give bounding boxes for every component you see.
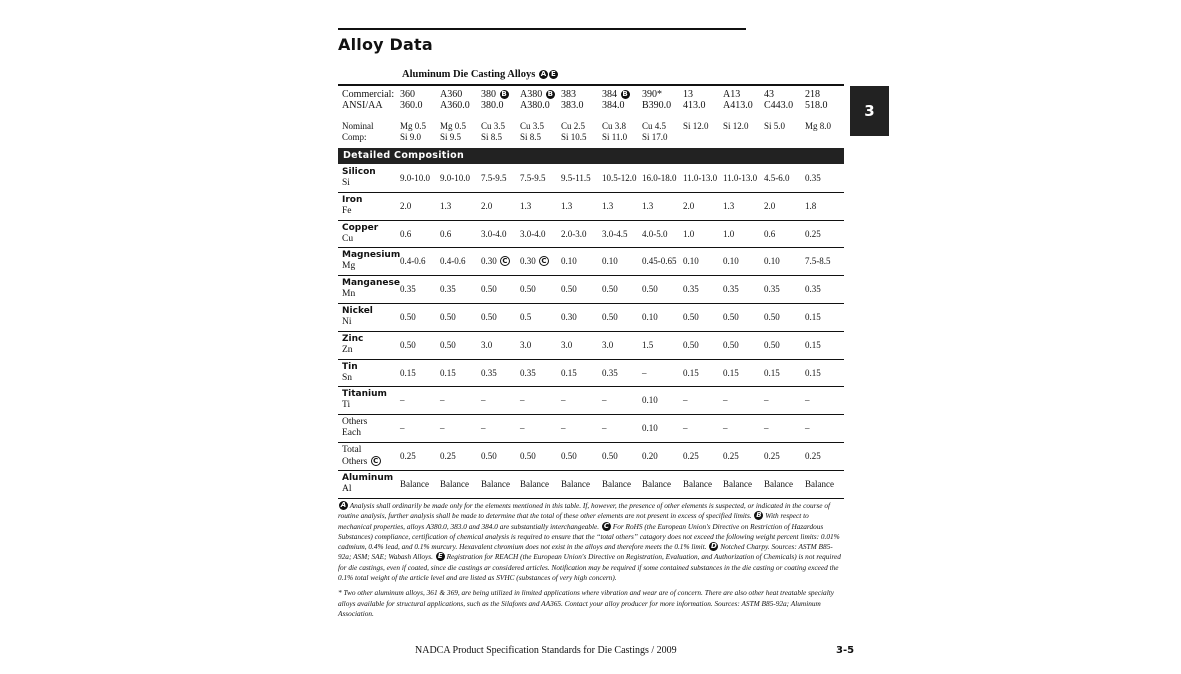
- alloy-column-header: [764, 89, 793, 111]
- footnote-c-icon: C: [603, 521, 609, 530]
- alloy-commercial: 383: [561, 89, 576, 100]
- table-row: [338, 331, 844, 360]
- nominal-line: Cu 3.5: [481, 121, 506, 131]
- alloy-column-header: [561, 89, 584, 111]
- commercial-label: [342, 89, 394, 111]
- element-name: [342, 278, 400, 289]
- element-label: [342, 306, 373, 328]
- element-name-bold: Nickel: [342, 306, 373, 316]
- table-cell: 0.35: [440, 284, 456, 295]
- table-cell: 0.15: [683, 367, 699, 378]
- alloy-nominal: [561, 121, 587, 143]
- table-cell: 10.5-12.0: [602, 173, 637, 183]
- table-cell: 0.35: [683, 284, 699, 295]
- subtitle-text: Aluminum Die Casting Alloys: [402, 69, 536, 80]
- alloy-column-header: [805, 89, 828, 111]
- table-cell: 0.50: [400, 312, 416, 322]
- element-name-bold: Copper: [342, 222, 379, 233]
- element-symbol: Sn: [342, 372, 353, 383]
- footnote-d-icon: D: [710, 542, 717, 551]
- footnote-c-icon: C: [371, 456, 381, 466]
- table-cell: 0.25: [805, 228, 821, 239]
- alloy-column-header: [520, 89, 555, 111]
- table-cell: –: [440, 395, 445, 406]
- table-cell: –: [520, 423, 525, 434]
- table-cell: Balance: [602, 478, 631, 489]
- table-cell: 0.10: [602, 256, 618, 267]
- table-cell: 0.50: [440, 339, 456, 350]
- table-cell: 2.0: [683, 200, 695, 211]
- table-cell: 2.0: [481, 200, 493, 211]
- alloy-column-header: [440, 89, 470, 111]
- table-cell: 0.15: [400, 367, 416, 378]
- element-symbol: Mn: [342, 289, 356, 300]
- table-cell: 0.15: [561, 367, 577, 378]
- header-rule: [338, 84, 844, 86]
- table-cell: 1.0: [683, 228, 695, 239]
- table-cell: 7.5-9.5: [520, 173, 546, 183]
- table-cell: –: [602, 423, 607, 434]
- nominal-line: Mg 0.5: [440, 121, 467, 131]
- element-name-bold: Iron: [342, 194, 363, 205]
- element-name: [342, 250, 400, 261]
- table-cell: 3.0: [561, 339, 573, 350]
- table-cell: 0.50: [520, 284, 536, 295]
- commercial-label-line: ANSI/AA: [342, 100, 383, 111]
- element-symbol: Fe: [342, 205, 352, 216]
- nominal-line: [805, 132, 831, 143]
- alloy-nominal: [400, 121, 426, 143]
- table-cell: 1.3: [520, 200, 532, 211]
- alloy-commercial: 384 B: [602, 89, 628, 100]
- element-symbol: Al: [342, 483, 352, 494]
- table-cell: 0.50: [561, 284, 577, 295]
- table-cell: Balance: [764, 478, 793, 489]
- nominal-line: Si 11.0: [602, 132, 628, 142]
- table-cell: 1.3: [723, 200, 735, 211]
- table-cell: 0.50: [642, 284, 658, 295]
- table-cell: 0.4-0.6: [440, 256, 466, 267]
- element-label: [342, 167, 376, 189]
- element-name: [342, 223, 378, 234]
- table-cell: 0.50: [723, 312, 739, 322]
- nominal-line: Si 12.0: [683, 121, 709, 131]
- table-cell: –: [764, 395, 769, 406]
- table-cell: 1.3: [561, 200, 573, 211]
- element-symbol: Mg: [342, 261, 356, 272]
- nominal-line: Si 10.5: [561, 132, 587, 142]
- table-cell: 0.30 C: [481, 256, 510, 266]
- table-cell: 0.35: [602, 367, 618, 378]
- table-cell: 0.50: [683, 312, 699, 322]
- footnote-c-icon: C: [500, 256, 510, 266]
- table-cell: 0.25: [805, 451, 821, 461]
- top-rule: [338, 28, 746, 30]
- nominal-line: Si 8.5: [481, 132, 503, 142]
- table-cell: 0.6: [400, 228, 412, 239]
- table-cell: 0.10: [642, 423, 658, 434]
- table-cell: Balance: [400, 478, 429, 489]
- table-cell: 0.5: [520, 312, 532, 322]
- alloy-nominal: [481, 121, 505, 143]
- table-cell: –: [561, 423, 566, 434]
- nominal-line: Si 12.0: [723, 121, 749, 131]
- table-cell: –: [683, 395, 688, 406]
- table-cell: 0.15: [723, 367, 739, 378]
- alloy-commercial: 360: [400, 89, 415, 100]
- nominal-line: Mg 0.5: [400, 121, 427, 131]
- alloy-column-header: [683, 89, 706, 111]
- nominal-line: [723, 132, 749, 143]
- table-cell: 0.50: [764, 312, 780, 322]
- table-cell: 0.50: [602, 451, 618, 461]
- table-cell: 16.0-18.0: [642, 173, 677, 183]
- element-label: [342, 389, 387, 411]
- table-cell: 0.50: [602, 312, 618, 322]
- footnote-b-icon: B: [547, 90, 553, 98]
- nominal-line: Si 5.0: [764, 121, 786, 131]
- alloy-ansi: 413.0: [683, 100, 706, 111]
- element-label: [342, 473, 393, 495]
- footnote-b-icon: B: [501, 90, 507, 98]
- table-row: [338, 470, 844, 499]
- table-cell: 0.25: [440, 451, 456, 461]
- section-tab: 3: [850, 86, 889, 136]
- element-symbol: Cu: [342, 233, 354, 244]
- element-name: Others: [342, 417, 368, 428]
- table-subtitle: [402, 69, 558, 80]
- alloy-nominal: [642, 121, 668, 143]
- alloy-ansi: 383.0: [561, 100, 584, 111]
- alloy-ansi: C443.0: [764, 100, 794, 111]
- table-cell: Balance: [440, 478, 469, 489]
- table-cell: –: [400, 423, 405, 434]
- alloy-ansi: A360.0: [440, 100, 470, 111]
- alloy-ansi: A380.0: [520, 100, 550, 111]
- element-name: [342, 389, 387, 400]
- table-cell: 0.35: [805, 173, 821, 183]
- element-label: [342, 223, 378, 245]
- table-cell: 0.30 C: [520, 256, 549, 266]
- table-cell: Balance: [683, 478, 712, 489]
- table-cell: 0.50: [400, 339, 416, 350]
- alloy-ansi: 384.0: [602, 100, 625, 111]
- table-cell: 3.0-4.5: [602, 228, 628, 239]
- table-cell: –: [481, 395, 486, 406]
- alloy-commercial: 380 B: [481, 89, 507, 100]
- element-name-bold: Aluminum: [342, 472, 394, 483]
- table-cell: 0.50: [481, 284, 497, 295]
- table-row: [338, 247, 844, 276]
- table-cell: 0.35: [400, 284, 416, 295]
- element-name-bold: Manganese: [342, 278, 400, 289]
- alloy-nominal: [683, 121, 709, 143]
- table-cell: 0.50: [602, 284, 618, 295]
- table-cell: –: [561, 395, 566, 406]
- alloy-commercial: 390*: [642, 89, 662, 100]
- table-cell: 0.10: [642, 395, 658, 406]
- element-name-bold: Zinc: [342, 333, 364, 344]
- table-cell: 1.0: [723, 228, 735, 239]
- footnote-b-icon: B: [756, 511, 762, 520]
- alloy-commercial: 218: [805, 89, 820, 100]
- nominal-line: Si 8.5: [520, 132, 542, 142]
- table-cell: 0.10: [764, 256, 780, 267]
- table-cell: 1.3: [602, 200, 614, 211]
- table-cell: 0.30: [561, 312, 577, 322]
- table-cell: 0.50: [723, 339, 739, 350]
- nominal-label-line: Comp:: [342, 132, 367, 142]
- nominal-line: Si 17.0: [642, 132, 668, 142]
- table-cell: 9.5-11.5: [561, 173, 591, 183]
- table-cell: 0.50: [764, 339, 780, 350]
- table-row: [338, 414, 844, 443]
- table-cell: Balance: [561, 478, 590, 489]
- table-cell: Balance: [805, 478, 834, 489]
- table-cell: 9.0-10.0: [400, 173, 430, 183]
- alloy-column-header: [723, 89, 753, 111]
- nominal-line: Mg 8.0: [805, 121, 832, 131]
- table-cell: 0.6: [764, 228, 776, 239]
- nominal-line: Si 9.0: [400, 132, 422, 142]
- table-cell: –: [723, 423, 728, 434]
- alloy-ansi: 518.0: [805, 100, 828, 111]
- element-label: [342, 362, 358, 384]
- table-cell: 0.15: [764, 367, 780, 378]
- element-name: Total: [342, 445, 362, 455]
- table-cell: –: [764, 423, 769, 434]
- table-row: [338, 275, 844, 304]
- table-row: [338, 220, 844, 249]
- alloy-nominal: [723, 121, 749, 143]
- table-cell: 4.5-6.0: [764, 173, 790, 183]
- table-cell: 0.25: [723, 451, 739, 461]
- element-name: [342, 306, 373, 317]
- alloy-column-header: [602, 89, 630, 111]
- element-name: [342, 334, 363, 345]
- element-name-bold: Tin: [342, 361, 358, 372]
- table-cell: –: [723, 395, 728, 406]
- alloy-nominal: [520, 121, 544, 143]
- table-cell: 1.8: [805, 200, 817, 211]
- table-cell: Balance: [481, 478, 510, 489]
- alloy-column-header: [481, 89, 509, 111]
- table-cell: 0.10: [561, 256, 577, 267]
- table-cell: 0.25: [764, 451, 780, 461]
- element-name: [342, 473, 393, 484]
- table-cell: 0.35: [481, 367, 497, 378]
- table-cell: 0.10: [723, 256, 739, 267]
- table-cell: 3.0: [520, 339, 532, 350]
- table-cell: 0.50: [683, 339, 699, 350]
- nominal-line: [683, 132, 709, 143]
- alloy-commercial: A360: [440, 89, 463, 100]
- alloy-commercial: 13: [683, 89, 693, 100]
- table-cell: 0.20: [642, 451, 658, 461]
- table-cell: –: [642, 367, 647, 378]
- table-row: [338, 303, 844, 332]
- alloy-column-header: [400, 89, 423, 111]
- element-name-bold: Silicon: [342, 167, 376, 177]
- alloy-nominal: [440, 121, 466, 143]
- table-cell: 0.50: [481, 312, 497, 322]
- table-cell: 11.0-13.0: [723, 173, 758, 183]
- nominal-line: Cu 2.5: [561, 121, 586, 131]
- footnotes: [338, 501, 844, 624]
- nominal-line: Cu 3.8: [602, 121, 627, 131]
- commercial-label-line: Commercial:: [342, 89, 395, 100]
- table-cell: –: [805, 395, 810, 406]
- alloy-column-header: [642, 89, 671, 111]
- table-cell: 0.4-0.6: [400, 256, 426, 267]
- footnote-a-icon: A: [340, 501, 347, 509]
- table-cell: 11.0-13.0: [683, 173, 718, 183]
- alloy-commercial: A13: [723, 89, 741, 100]
- table-cell: 2.0: [764, 200, 776, 211]
- table-cell: 0.10: [642, 312, 658, 322]
- element-name-bold: Titanium: [342, 389, 387, 400]
- table-cell: –: [520, 395, 525, 406]
- table-cell: 0.15: [440, 367, 456, 378]
- table-cell: 1.3: [642, 200, 654, 211]
- table-cell: 2.0: [400, 200, 412, 211]
- table-cell: 3.0: [602, 339, 614, 350]
- table-row: [338, 359, 844, 388]
- element-name: [342, 195, 362, 206]
- table-cell: 1.3: [440, 200, 452, 211]
- table-cell: Balance: [642, 478, 671, 489]
- element-label: [342, 334, 363, 356]
- table-cell: 4.0-5.0: [642, 228, 668, 239]
- footnote-a-icon: A: [540, 70, 547, 78]
- table-cell: 7.5-8.5: [805, 256, 831, 267]
- table-cell: 0.10: [683, 256, 699, 267]
- table-cell: Balance: [723, 478, 752, 489]
- table-cell: –: [805, 423, 810, 434]
- table-cell: Balance: [520, 478, 549, 489]
- table-cell: 9.0-10.0: [440, 173, 470, 183]
- table-cell: 0.35: [764, 284, 780, 295]
- detailed-composition-bar: Detailed Composition: [338, 148, 844, 164]
- table-cell: 0.50: [520, 451, 536, 461]
- table-row: [338, 192, 844, 221]
- element-symbol: Zn: [342, 344, 353, 355]
- element-symbol: Ni: [342, 317, 352, 327]
- table-cell: –: [481, 423, 486, 434]
- alloy-ansi: A413.0: [723, 100, 753, 111]
- page-footer: NADCA Product Specification Standards for Die Castings / 2009: [415, 645, 677, 656]
- element-name-bold: Magnesium: [342, 250, 401, 261]
- table-cell: –: [602, 395, 607, 406]
- alloy-nominal: [602, 121, 627, 143]
- table-cell: 0.25: [683, 451, 699, 461]
- alloy-ansi: 360.0: [400, 100, 423, 111]
- footnote-star: * Two other aluminum alloys, 361 & 369, are being utilized in limited applications where vibration and wear are of concern. There are also other heat treatable specialty alloys available for structural applications, such as the Silafonts and AA365. Contact your alloy producer for more information. Sources: ASTM B85-92a; Aluminum Association.: [338, 588, 834, 618]
- table-cell: 0.35: [805, 284, 821, 295]
- table-cell: 0.35: [723, 284, 739, 295]
- table-cell: 0.45-0.65: [642, 256, 677, 267]
- element-label: [342, 195, 362, 217]
- table-cell: 0.15: [805, 339, 821, 350]
- table-row: [338, 164, 844, 193]
- footnote-main: A Analysis shall ordinarily be made only for the elements mentioned in this table. If, however, the presence of other elements is suspected, or indicated in the course of routine analysis, further analysis shall be made to determine that the total of these other elements are not present in excess of specified limits. B With respect to mechanical properties, alloys A380.0, 383.0 and 384.0 are substantially interchangeable. C For RoHS (the European Union's Directive on Restriction of Hazardous Substances) compliance, certification of chemical analysis is required to ensure that the “total others” catagory does not exceed the following weight percent limits: 0.01% cadmium, 0.4% lead, and 0.1% murcury. Hexavalent chromium does not exist in the alloys and therefore meets the 0.1% limit. D Notched Charpy. Sources: ASTM B85-92a; ASM; SAE; Wabash Alloys. E Registration for REACH (the European Union's Directive on Registration, Evaluation, and Authorization of Chemicals) is not required for die castings, even if coated, since die castings ar considered articles. Notification may be required if some contained substances in the die casting or coating exceed the 0.1% total weight of the article level and are listed as SVHC (substances of very high concern).: [338, 501, 841, 583]
- table-cell: –: [440, 423, 445, 434]
- element-symbol: Ti: [342, 400, 351, 411]
- table-row: [338, 386, 844, 415]
- table-cell: 0.50: [561, 451, 577, 461]
- alloy-ansi: B390.0: [642, 100, 672, 111]
- table-cell: 3.0-4.0: [481, 228, 507, 239]
- table-cell: 1.5: [642, 339, 654, 350]
- nominal-label-line: Nominal: [342, 121, 374, 131]
- nominal-label: [342, 121, 374, 143]
- table-cell: 2.0-3.0: [561, 228, 587, 239]
- table-cell: 0.15: [805, 312, 821, 322]
- table-cell: 0.6: [440, 228, 452, 239]
- element-symbol: Others C: [342, 456, 381, 468]
- page-title: Alloy Data: [338, 35, 433, 54]
- table-cell: 0.50: [440, 312, 456, 322]
- table-cell: 0.35: [520, 367, 536, 378]
- footnote-c-icon: C: [539, 256, 549, 266]
- table-row: [338, 442, 844, 471]
- element-label: [342, 278, 400, 300]
- alloy-nominal: [764, 121, 785, 143]
- table-cell: –: [400, 395, 405, 406]
- alloy-nominal: [805, 121, 831, 143]
- table-cell: 3.0: [481, 339, 493, 350]
- element-name: [342, 362, 358, 373]
- alloy-commercial: A380 B: [520, 89, 553, 100]
- alloy-ansi: 380.0: [481, 100, 504, 111]
- table-cell: 0.15: [805, 367, 821, 378]
- table-cell: 0.50: [481, 451, 497, 461]
- element-label: [342, 250, 400, 272]
- nominal-line: Si 9.5: [440, 132, 462, 142]
- nominal-line: Cu 3.5: [520, 121, 545, 131]
- element-symbol: Si: [342, 178, 350, 188]
- table-cell: –: [683, 423, 688, 434]
- alloy-commercial: 43: [764, 89, 774, 100]
- table-cell: 3.0-4.0: [520, 228, 546, 239]
- nominal-line: [764, 132, 785, 143]
- element-label: [342, 417, 367, 439]
- page-number: 3-5: [836, 645, 855, 656]
- footnote-e-icon: E: [436, 552, 445, 561]
- table-cell: 7.5-9.5: [481, 173, 507, 183]
- element-symbol: Each: [342, 428, 361, 439]
- footnote-b-icon: B: [622, 90, 628, 98]
- nominal-line: Cu 4.5: [642, 121, 667, 131]
- table-cell: 0.25: [400, 451, 416, 461]
- element-label: [342, 445, 381, 468]
- element-name: [342, 167, 376, 178]
- footnote-e-icon: E: [549, 70, 558, 79]
